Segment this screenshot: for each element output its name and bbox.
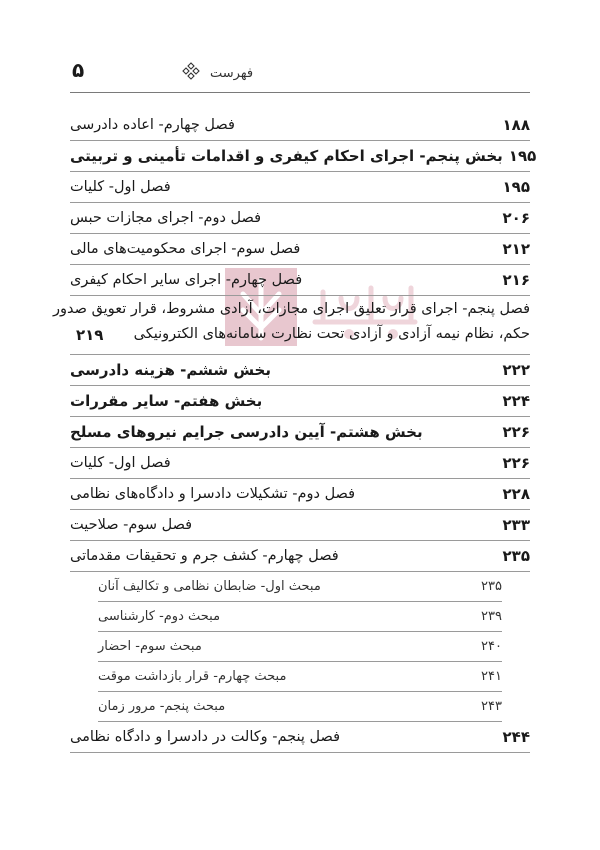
toc-entry[interactable] (70, 355, 530, 386)
toc-entry-title: فصل دوم- تشکیلات دادسرا و دادگاه‌های نظامی (70, 486, 356, 502)
toc-entry[interactable] (70, 386, 530, 417)
toc-entry[interactable] (70, 265, 530, 296)
toc-entry-page: ۲۲۴ (502, 392, 530, 410)
toc-entry-title: مبحث چهارم- قرار بازداشت موقت (98, 669, 287, 684)
toc-entry-page: ۲۱۹ (76, 326, 104, 344)
toc-entry[interactable] (98, 572, 502, 602)
toc-entry-title-line2: حکم، نظام نیمه آزادی و آزادی تحت نظارت سامانه‌های الکترونیکی (133, 326, 530, 342)
header-title: فهرست (210, 66, 254, 81)
toc-entry-title: فصل چهارم- اجرای سایر احکام کیفری (70, 272, 303, 288)
toc-entry-title: فصل چهارم- اعاده دادرسی (70, 117, 235, 133)
toc-entry[interactable] (70, 722, 530, 753)
toc-entry-page: ۲۱۶ (502, 271, 530, 289)
toc-entry[interactable] (70, 172, 530, 203)
toc-entry[interactable] (98, 662, 502, 692)
toc-entry-title: بخش ششم- هزینه دادرسی (70, 361, 271, 379)
toc-entry-page: ۲۲۲ (502, 361, 530, 379)
header-rule (70, 92, 530, 93)
toc-entry-title: مبحث اول- ضابطان نظامی و تکالیف آنان (98, 579, 321, 594)
toc-entry-page: ۲۳۳ (502, 516, 530, 534)
toc-entry[interactable] (70, 541, 530, 572)
toc-entry[interactable] (70, 110, 530, 141)
toc-entry[interactable] (70, 417, 530, 448)
toc-entry-title: فصل اول- کلیات (70, 455, 171, 471)
toc-entry-title: فصل اول- کلیات (70, 179, 171, 195)
toc-entry-page: ۲۴۱ (481, 669, 502, 684)
toc-entry-page: ۱۹۵ (508, 147, 537, 165)
toc-entry[interactable] (70, 510, 530, 541)
toc-entry[interactable] (98, 602, 502, 632)
toc-entry-title: مبحث دوم- کارشناسی (98, 609, 221, 624)
toc-entry-title: فصل چهارم- کشف جرم و تحقیقات مقدماتی (70, 548, 339, 564)
toc-entry-title: مبحث پنجم- مرور زمان (98, 699, 226, 714)
toc-entry-title: بخش هفتم- سایر مقررات (70, 392, 263, 410)
toc-entry-page: ۲۱۲ (502, 240, 530, 258)
page-number: ۵ (72, 58, 85, 82)
toc-entry[interactable] (70, 203, 530, 234)
toc-entry[interactable] (98, 632, 502, 662)
toc-entry[interactable] (70, 479, 530, 510)
toc-entry-title: فصل پنجم- وکالت در دادسرا و دادگاه نظامی (70, 729, 341, 745)
toc-entry-title: فصل سوم- صلاحیت (70, 517, 193, 533)
toc-entry-title: مبحث سوم- احضار (98, 639, 202, 654)
toc-entry-page: ۲۲۶ (502, 423, 530, 441)
toc-entry-page: ۱۹۵ (502, 178, 530, 196)
toc-entry[interactable] (98, 692, 502, 722)
toc-entry[interactable] (70, 448, 530, 479)
toc-entry[interactable] (53, 296, 530, 355)
toc-entry-title: فصل دوم- اجرای مجازات حبس (70, 210, 262, 226)
toc-entry-title: فصل سوم- اجرای محکومیت‌های مالی (70, 241, 301, 257)
toc-entry-page: ۲۳۹ (481, 609, 502, 624)
toc-entry-title-line1: فصل پنجم- اجرای قرار تعلیق اجرای مجازات، آزادی مشروط، قرار تعویق صدور (53, 301, 530, 317)
toc-entry-page: ۱۸۸ (502, 116, 530, 134)
toc-entry-page: ۲۳۵ (502, 547, 530, 565)
toc-entry-page: ۲۲۸ (502, 485, 530, 503)
diamond-ornament-icon (182, 62, 200, 80)
toc-entry-page: ۲۴۳ (481, 699, 502, 714)
page-header (70, 58, 530, 88)
toc-entry-page: ۲۲۶ (502, 454, 530, 472)
toc-entry-title: بخش پنجم- اجرای احکام کیفری و اقدامات تأمینی و تربیتی (70, 147, 503, 165)
toc-entry-page: ۲۳۵ (481, 579, 502, 594)
toc-entry-page: ۲۴۴ (502, 728, 530, 746)
toc-entry[interactable] (70, 234, 530, 265)
table-of-contents (53, 110, 537, 753)
toc-entry-title: بخش هشتم- آیین دادرسی جرایم نیروهای مسلح (70, 423, 423, 441)
toc-entry-page: ۲۰۶ (502, 209, 530, 227)
toc-entry-page: ۲۴۰ (481, 639, 502, 654)
toc-entry[interactable] (70, 141, 537, 172)
